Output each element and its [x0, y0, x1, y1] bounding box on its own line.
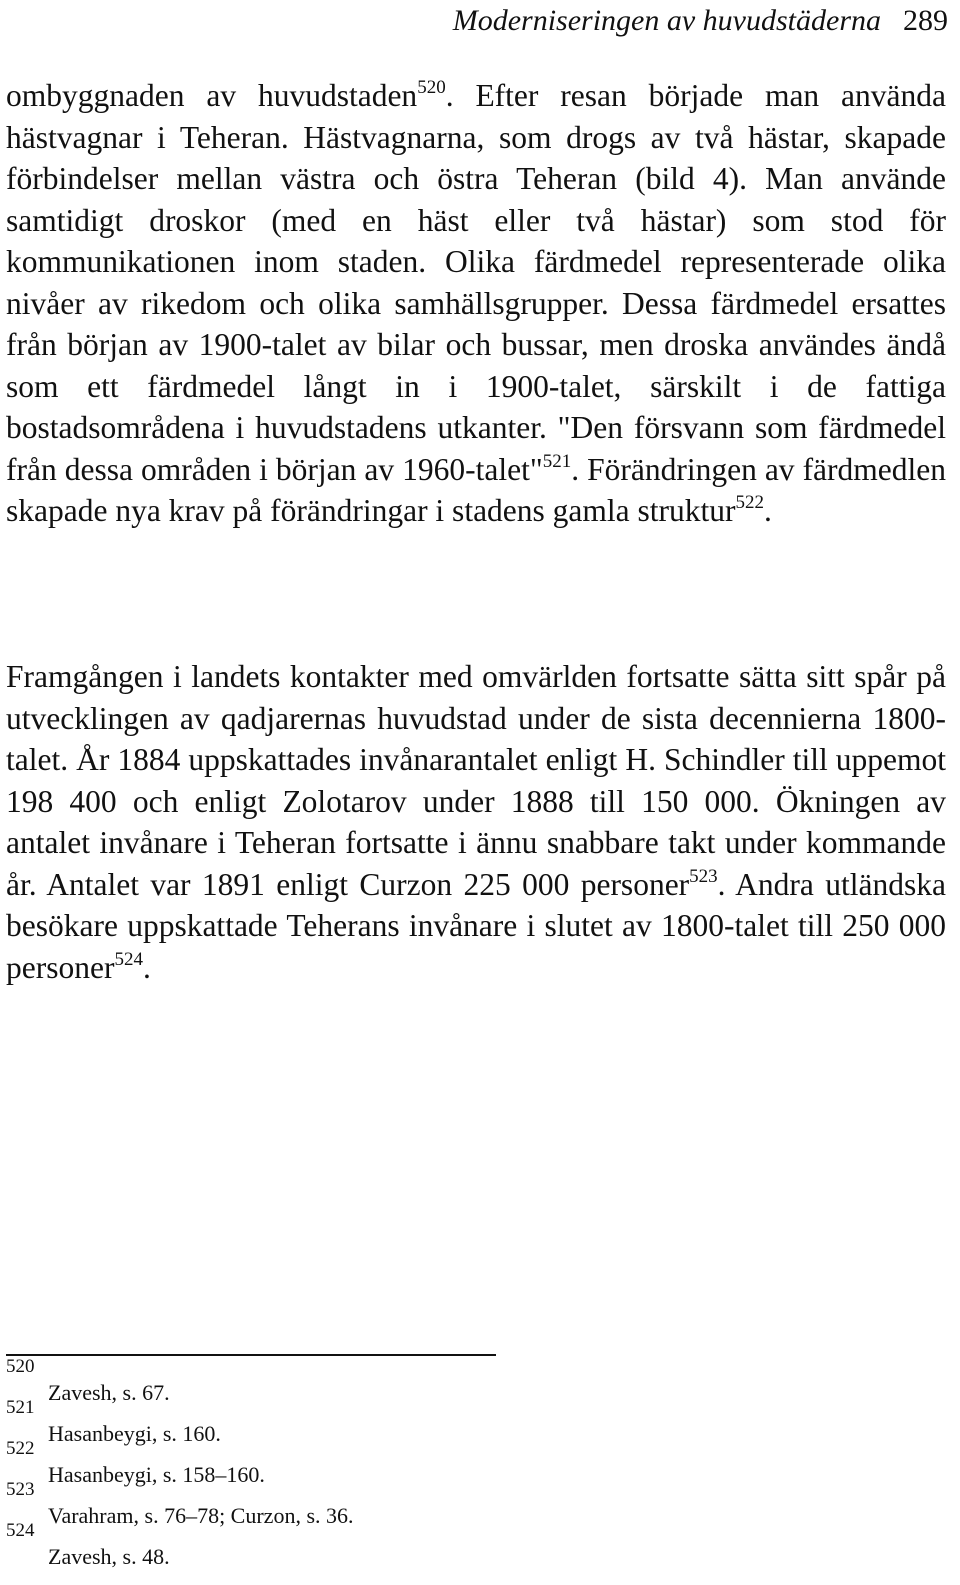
footnote-number: 524: [6, 1520, 35, 1541]
footnote-text: Hasanbeygi, s. 158–160.: [48, 1462, 265, 1487]
footnote-523: [6, 1479, 906, 1530]
text-segment: Framgången i landets kontakter med omvärlden fortsatte sätta sitt spår på utvecklingen av qadjarernas huvudstad under de sista decennierna 1800-talet. År 1884 uppskattades invånarantalet enligt H. Schindler till uppemot 198 400 och enligt Zolotarov under 1888 till 150 000. Ökningen av antalet invånare i Teheran fortsatte i ännu snabbare takt under kommande år. Antalet var 1891 enligt Curzon 225 000 personer: [6, 659, 946, 902]
footnote-number: 522: [6, 1438, 35, 1459]
footnote-number: 520: [6, 1356, 35, 1377]
footnote-text: Zavesh, s. 48.: [48, 1544, 170, 1569]
text-segment: ombyggnaden av huvudstaden: [6, 78, 418, 113]
footnote-number: 523: [6, 1479, 35, 1500]
footnote-text: Varahram, s. 76–78; Curzon, s. 36.: [48, 1503, 354, 1528]
page-number: 289: [903, 4, 948, 37]
footnote-ref-524[interactable]: 524: [114, 948, 143, 970]
footnote-number: 521: [6, 1397, 35, 1418]
footnote-separator: [6, 1354, 496, 1356]
footnote-ref-523[interactable]: 523: [689, 865, 718, 887]
footnote-ref-520[interactable]: 520: [417, 77, 446, 98]
paragraph-2: [6, 656, 946, 988]
footnotes: [6, 1356, 906, 1571]
footnote-522: [6, 1438, 906, 1489]
footnote-524: [6, 1520, 906, 1571]
paragraph-1: [6, 75, 946, 532]
chapter-title: Moderniseringen av huvudstäderna: [452, 4, 881, 37]
footnote-520: [6, 1356, 906, 1407]
footnote-521: [6, 1397, 906, 1448]
text-segment: .: [764, 493, 772, 528]
footnote-ref-522[interactable]: 522: [735, 492, 764, 513]
text-segment: . Efter resan började man använda hästvagnar i Teheran. Hästvagnarna, som drogs av två hästar, skapade förbindelser mellan västra och östra Teheran (bild 4). Man använde samtidigt droskor (med en häst eller två hästar) som stod för kommunikationen inom staden. Olika färdmedel representerade olika nivåer av rikedom och olika samhällsgrupper. Dessa färdmedel ersattes från början av 1900-talet av bilar och bussar, men droska användes ändå som ett färdmedel långt in i 1900-talet, särskilt i de fattiga bostadsområdena i huvudstadens utkanter. "Den försvann som färdmedel från dessa områden i början av 1960-talet": [6, 78, 947, 487]
running-header: [453, 4, 948, 38]
footnote-text: Zavesh, s. 67.: [48, 1380, 170, 1405]
text-segment: . Förändringen av färdmedlen skapade nya krav på förändringar i stadens gamla struktur: [6, 451, 946, 528]
text-segment: .: [142, 949, 151, 985]
footnote-ref-521[interactable]: 521: [542, 450, 572, 472]
text-segment: . Andra utländska besökare uppskattade Teherans invånare i slutet av 1800-talet till 250 000 personer: [6, 866, 946, 985]
footnote-text: Hasanbeygi, s. 160.: [48, 1421, 221, 1446]
